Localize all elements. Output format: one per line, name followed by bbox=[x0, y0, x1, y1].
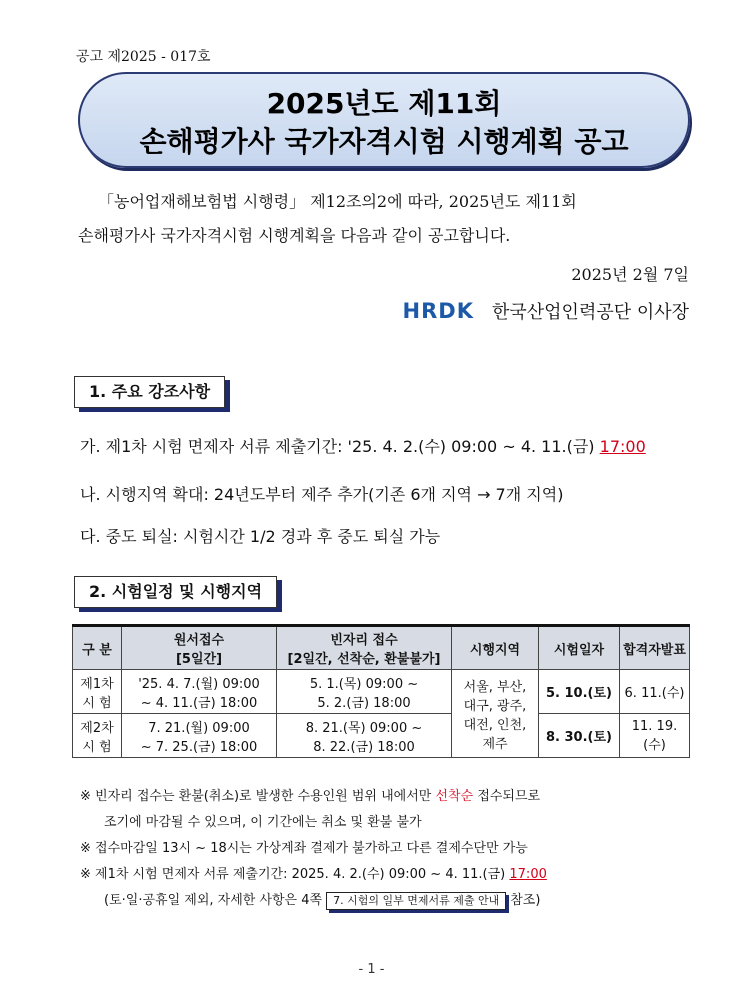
note-1-highlight: 선착순 bbox=[435, 789, 474, 804]
note-1 bbox=[80, 784, 694, 810]
highlight-item-c: 다. 중도 퇴실: 시험시간 1/2 경과 후 중도 퇴실 가능 bbox=[80, 527, 441, 546]
header-application bbox=[122, 626, 277, 670]
header-category: 구 분 bbox=[73, 626, 122, 670]
row2-category-b: 시 험 bbox=[82, 739, 112, 755]
header-application-sub: [5일간] bbox=[175, 652, 223, 667]
header-region: 시행지역 bbox=[452, 626, 539, 670]
row2-vacancy bbox=[277, 714, 452, 758]
title-line-1: 2025년도 제11회 bbox=[266, 87, 502, 120]
hrdk-logo: HRDK bbox=[402, 299, 474, 323]
row1-result: 6. 11.(수) bbox=[620, 670, 690, 714]
note-3-highlight: 17:00 bbox=[509, 867, 547, 882]
section-2-heading: 2. 시험일정 및 시행지역 bbox=[74, 576, 277, 608]
table-row bbox=[73, 670, 690, 714]
note-1-text: ※ 빈자리 접수는 환불(취소)로 발생한 수용인원 범위 내에서만 bbox=[80, 789, 436, 804]
highlight-item-a bbox=[80, 434, 646, 457]
item-a-text: 가. 제1차 시험 면제자 서류 제출기간: '25. 4. 2.(수) 09:00 ~ 4. 11.(금) bbox=[80, 437, 600, 456]
header-vacancy bbox=[277, 626, 452, 670]
title-line-2: 손해평가사 국가자격시험 시행계획 공고 bbox=[139, 125, 629, 158]
row2-vacancy-b: 8. 22.(금) 18:00 bbox=[313, 739, 415, 755]
signature bbox=[403, 298, 689, 324]
row1-vacancy bbox=[277, 670, 452, 714]
page-number: - 1 - bbox=[358, 962, 385, 977]
header-vacancy-label: 빈자리 접수 bbox=[330, 633, 398, 648]
header-vacancy-sub: [2일간, 선착순, 환불불가] bbox=[287, 652, 441, 667]
schedule-table bbox=[72, 624, 690, 758]
note-4-text: (토·일·공휴일 제외, 자세한 사항은 4쪽 bbox=[104, 893, 323, 908]
region-line: 대전, 인천, bbox=[463, 717, 527, 733]
header-result: 합격자발표 bbox=[620, 626, 690, 670]
region-cell bbox=[452, 670, 539, 758]
row1-category-a: 제1차 bbox=[80, 676, 114, 692]
row1-vacancy-b: 5. 2.(금) 18:00 bbox=[317, 695, 411, 711]
row2-vacancy-a: 8. 21.(목) 09:00 ~ bbox=[305, 720, 423, 736]
table-row bbox=[73, 714, 690, 758]
region-line: 서울, 부산, bbox=[463, 679, 527, 695]
row2-category-a: 제2차 bbox=[80, 720, 114, 736]
header-application-label: 원서접수 bbox=[173, 633, 225, 648]
row1-application-b: ~ 4. 11.(금) 18:00 bbox=[140, 695, 258, 711]
intro-line-2: 손해평가사 국가자격시험 시행계획을 다음과 같이 공고합니다. bbox=[78, 226, 511, 245]
header-exam-date: 시험일자 bbox=[539, 626, 620, 670]
note-2: ※ 접수마감일 13시 ~ 18시는 가상계좌 결제가 불가하고 다른 결제수단만 가능 bbox=[80, 841, 528, 856]
row1-exam-date: 5. 10.(토) bbox=[539, 670, 620, 714]
intro-line-1: 「농어업재해보험법 시행령」 제12조의2에 따라, 2025년도 제11회 bbox=[98, 192, 577, 211]
region-line: 제주 bbox=[482, 736, 508, 752]
table-header-row bbox=[73, 626, 690, 670]
note-3 bbox=[80, 862, 694, 888]
item-a-deadline: 17:00 bbox=[599, 437, 646, 456]
row2-category bbox=[73, 714, 122, 758]
title-banner bbox=[78, 72, 690, 168]
section-1-heading: 1. 주요 강조사항 bbox=[74, 376, 225, 408]
note-3-text: ※ 제1차 시험 면제자 서류 제출기간: 2025. 4. 2.(수) 09:00 ~ 4. 11.(금) bbox=[80, 867, 510, 882]
row2-application-a: 7. 21.(월) 09:00 bbox=[148, 720, 250, 736]
row1-category-b: 시 험 bbox=[82, 695, 112, 711]
row1-application-a: '25. 4. 7.(월) 09:00 bbox=[138, 676, 260, 692]
announcement-date: 2025년 2월 7일 bbox=[571, 265, 689, 284]
notice-number: 공고 제2025 - 017호 bbox=[76, 49, 211, 65]
row2-exam-date: 8. 30.(토) bbox=[539, 714, 620, 758]
row2-result: 11. 19.(수) bbox=[620, 714, 690, 758]
row1-vacancy-a: 5. 1.(목) 09:00 ~ bbox=[309, 676, 419, 692]
region-line: 대구, 광주, bbox=[463, 698, 527, 714]
note-1-suffix: 접수되므로 bbox=[473, 789, 541, 804]
row1-application bbox=[122, 670, 277, 714]
note-4-suffix: 참조) bbox=[510, 893, 541, 908]
reference-box: 7. 시험의 일부 면제서류 제출 안내 bbox=[326, 892, 506, 910]
note-4 bbox=[80, 888, 694, 914]
row1-category bbox=[73, 670, 122, 714]
row2-application-b: ~ 7. 25.(금) 18:00 bbox=[140, 739, 258, 755]
note-1-continued: 조기에 마감될 수 있으며, 이 기간에는 취소 및 환불 불가 bbox=[104, 815, 422, 830]
notes-block bbox=[80, 784, 694, 914]
highlight-item-b: 나. 시행지역 확대: 24년도부터 제주 추가(기존 6개 지역 → 7개 지역) bbox=[80, 485, 564, 504]
row2-application bbox=[122, 714, 277, 758]
signatory-name: 한국산업인력공단 이사장 bbox=[492, 302, 689, 323]
intro-paragraph bbox=[78, 185, 690, 253]
